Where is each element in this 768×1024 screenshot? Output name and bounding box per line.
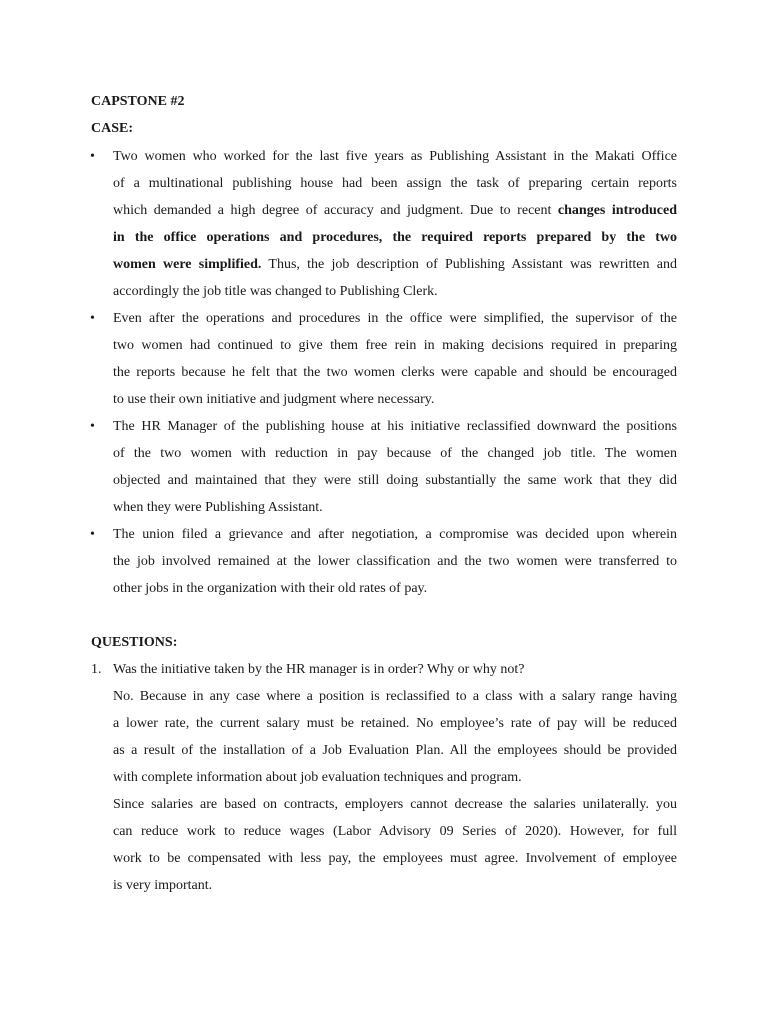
answer-1-line-7: work to be compensated with less pay, the employees must agree. Involvement of employee bbox=[113, 851, 677, 866]
answer-1-line-3: as a result of the installation of a Job Evaluation Plan. All the employees should be provided bbox=[113, 743, 677, 758]
question-1-number: 1. bbox=[91, 662, 102, 677]
case-heading: CASE: bbox=[91, 121, 134, 136]
case-point-1-line-3 bbox=[113, 202, 677, 220]
case-point-4-line-1: The union filed a grievance and after negotiation, a compromise was decided upon wherein bbox=[113, 527, 677, 542]
case-point-1-emphasis-end: women were simplified. bbox=[113, 257, 262, 272]
answer-1-line-8: is very important. bbox=[113, 878, 213, 893]
case-point-3-line-2: of the two women with reduction in pay because of the changed job title. The women bbox=[113, 446, 677, 461]
case-point-1-line-5 bbox=[113, 256, 677, 274]
answer-1-line-4: with complete information about job evaluation techniques and program. bbox=[113, 770, 522, 785]
case-point-4-line-2: the job involved remained at the lower classification and the two women were transferred to bbox=[113, 554, 677, 569]
questions-heading: QUESTIONS: bbox=[91, 635, 178, 650]
answer-1-line-5: Since salaries are based on contracts, employers cannot decrease the salaries unilaterally. you bbox=[113, 797, 677, 812]
case-point-1-line-5-text: Thus, the job description of Publishing Assistant was rewritten and bbox=[261, 257, 677, 272]
case-point-3-line-3: objected and maintained that they were still doing substantially the same work that they did bbox=[113, 473, 677, 488]
bullet-icon: • bbox=[90, 527, 95, 542]
question-1-text: Was the initiative taken by the HR manager is in order? Why or why not? bbox=[113, 662, 525, 677]
case-point-3-line-4: when they were Publishing Assistant. bbox=[113, 500, 323, 515]
case-point-1-line-2: of a multinational publishing house had been assign the task of preparing certain reports bbox=[113, 176, 677, 191]
case-point-2-line-3: the reports because he felt that the two women clerks were capable and should be encouraged bbox=[113, 365, 677, 380]
case-point-1-line-6: accordingly the job title was changed to Publishing Clerk. bbox=[113, 284, 438, 299]
answer-1-line-1: No. Because in any case where a position is reclassified to a class with a salary range having bbox=[113, 689, 677, 704]
case-point-2-line-4: to use their own initiative and judgment where necessary. bbox=[113, 392, 435, 407]
case-point-4-line-3: other jobs in the organization with their old rates of pay. bbox=[113, 581, 428, 596]
document-title: CAPSTONE #2 bbox=[91, 94, 185, 109]
answer-1-line-6: can reduce work to reduce wages (Labor Advisory 09 Series of 2020). However, for full bbox=[113, 824, 677, 839]
bullet-icon: • bbox=[90, 419, 95, 434]
case-point-2-line-2: two women had continued to give them free rein in making decisions required in preparing bbox=[113, 338, 677, 353]
case-point-1-line-3-text: which demanded a high degree of accuracy and judgment. Due to recent bbox=[113, 203, 558, 218]
case-point-1-emphasis: changes introduced bbox=[557, 203, 677, 218]
bullet-icon: • bbox=[90, 149, 95, 164]
case-point-1-line-4: in the office operations and procedures, the required reports prepared by the two bbox=[113, 230, 677, 245]
answer-1-line-2: a lower rate, the current salary must be retained. No employee’s rate of pay will be reduced bbox=[113, 716, 677, 731]
case-point-3-line-1: The HR Manager of the publishing house at his initiative reclassified downward the positions bbox=[113, 419, 677, 434]
case-point-2-line-1: Even after the operations and procedures in the office were simplified, the supervisor of the bbox=[113, 311, 677, 326]
case-point-1-line-1: Two women who worked for the last five years as Publishing Assistant in the Makati Office bbox=[113, 149, 677, 164]
bullet-icon: • bbox=[90, 311, 95, 326]
